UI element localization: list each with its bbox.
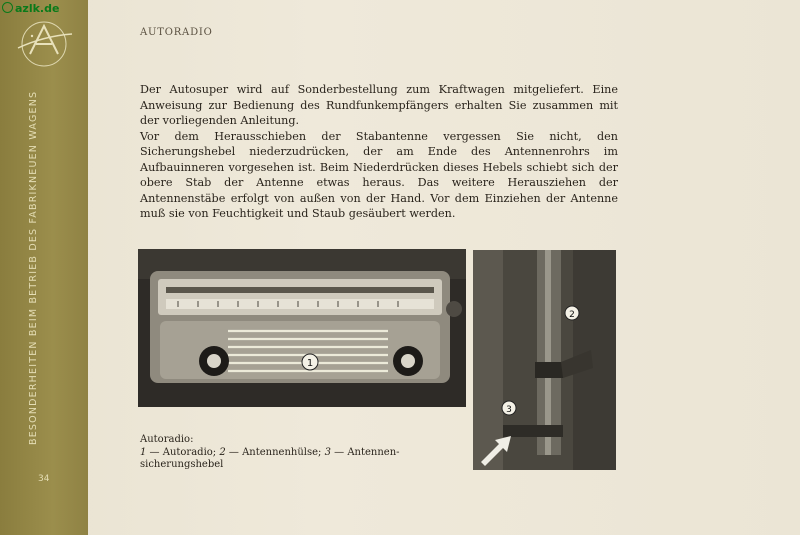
brand-logo: [12, 14, 76, 74]
label-3: 3: [506, 405, 512, 415]
watermark-text: azlk.de: [15, 2, 60, 15]
page-number: 34: [38, 474, 50, 484]
label-1: 1: [306, 358, 314, 369]
caption-items: [140, 447, 450, 472]
caption-text-2: — Antennenhülse;: [225, 446, 325, 458]
caption-text-1: — Autoradio;: [146, 446, 220, 458]
paragraph: Vor dem Herausschieben der Stabantenne vergessen Sie nicht, den Sicherungshebel niederzudrücken, der am Ende des Antennenrohrs im Aufbauinneren vorgesehen ist. Beim Niederdrücken dieses Hebels schiebt sich der obere Stab der Antenne etwas heraus. Das weitere Herausziehen der Antennenstäbe erfolgt von außen von der Hand. Vor dem Einziehen der Antenne muß sie von Feuchtigkeit und Staub gesäubert werden.: [140, 129, 618, 220]
label-2: 2: [569, 310, 575, 320]
sidebar: [0, 0, 88, 535]
paragraph: Der Autosuper wird auf Sonderbestellung zum Kraftwagen mitgeliefert. Eine Anweisung zur Bedienung des Rundfunkempfängers erhalten Sie zusammen mit der vorliegenden Anleitung.: [140, 83, 618, 127]
sidebar-vertical-title: BESONDERHEITEN BEIM BETRIEB DES FABRIKNEUEN WAGENS: [28, 90, 39, 445]
body-text: [140, 82, 618, 222]
antenna-photo: [473, 250, 616, 470]
caption-text-3: — Antennen-sicherungshebel: [140, 446, 400, 470]
caption-num-1: 1: [140, 446, 147, 458]
caption-title: Autoradio:: [140, 434, 194, 445]
autoradio-photo: [138, 249, 466, 407]
caption-num-3: 3: [324, 446, 331, 458]
caption-num-2: 2: [219, 446, 226, 458]
section-title: AUTORADIO: [140, 27, 213, 38]
globe-icon: [2, 2, 13, 13]
figure-caption: [140, 434, 450, 472]
